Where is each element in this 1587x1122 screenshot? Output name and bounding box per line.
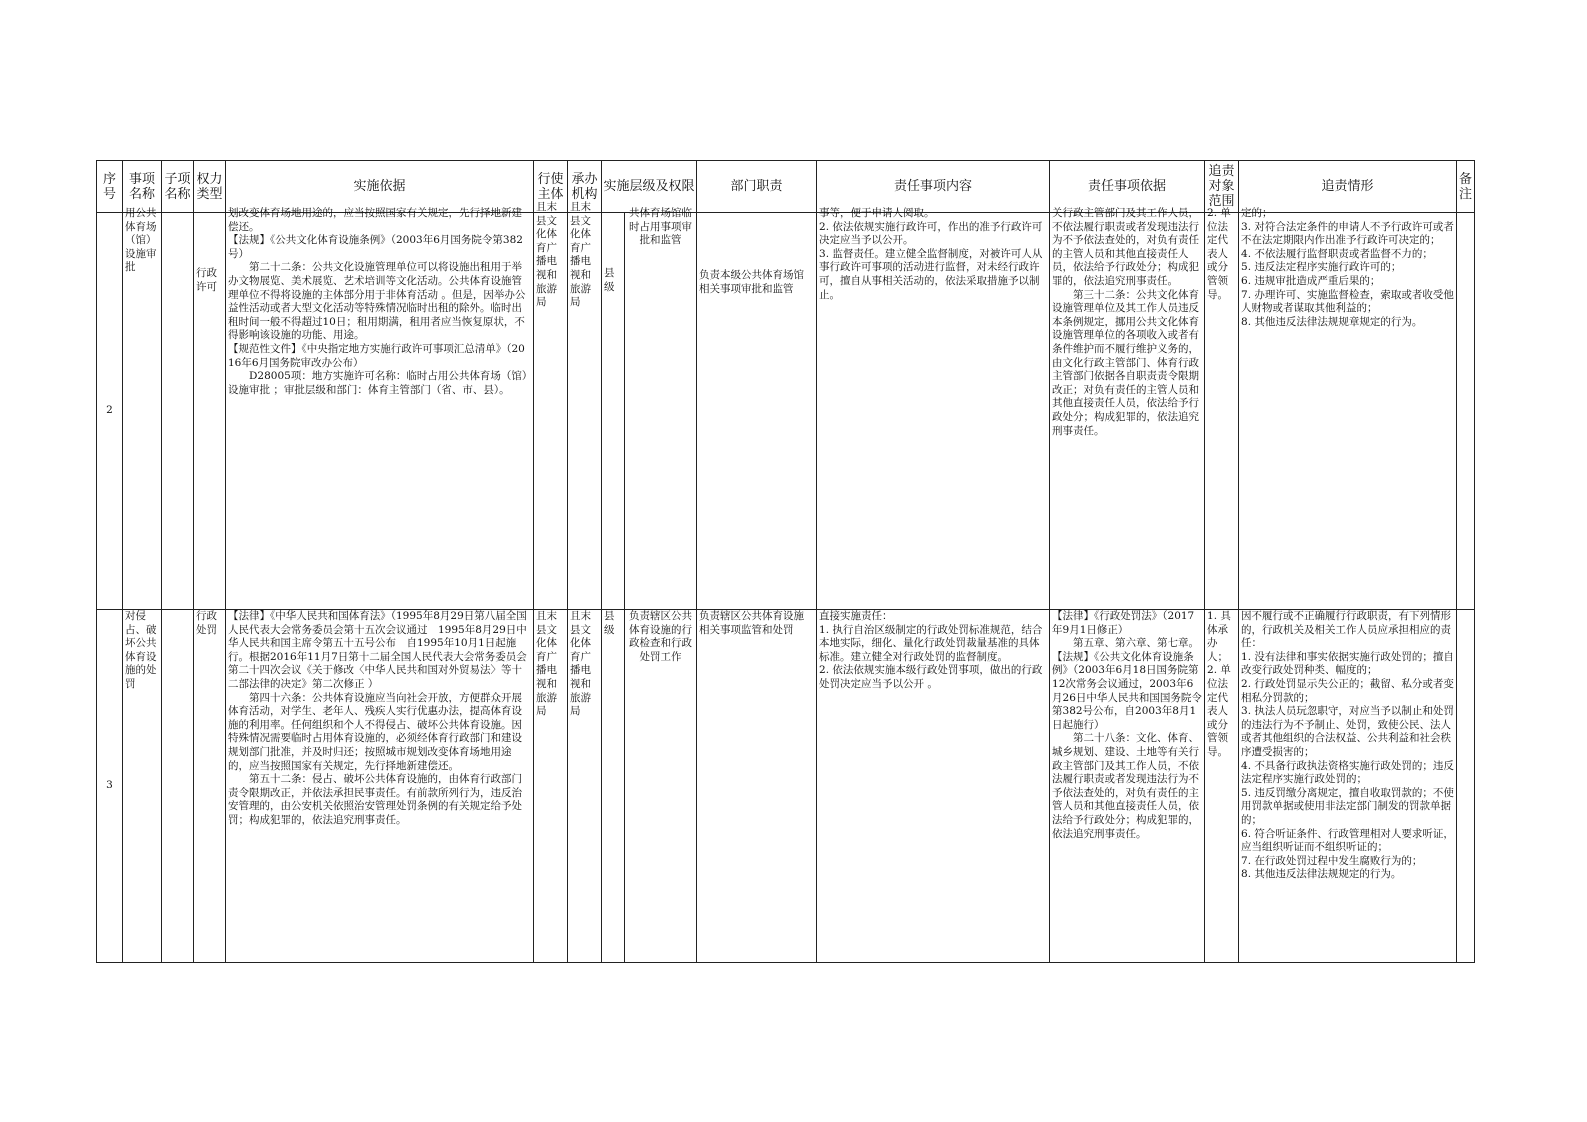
row2-sub-name [162, 213, 194, 610]
row2-acc-scope: 2. 单位法定代表人或分管领导。 [1207, 207, 1231, 301]
row3-power-type: 行政处罚 [194, 610, 226, 963]
row3-acc-scope: 1. 具体承办人； 2. 单位法定代表人或分管领导。 [1205, 610, 1239, 963]
header-basis: 实施依据 [226, 161, 534, 213]
row2-basis: 划改变体育场地用途的，应当按照国家有关规定，先行择地新建偿还。 【法规】《公共文化体育设施条例》（2003年6月国务院令第382号） 第二十二条：公共文化设施管理单位可以将设施出租用于举办文物展览、美术展览、艺术培训等文化活动。公共体育设施管理单位不得将设施的主体部分用于非体育活动 。但是，因举办公益性活动或者大型文化活动等特殊情况临时出租的除外。临时出租时间一般不得超过10日；租用期满，租用者应当恢复原状，不得影响该设施的功能、用途。 【规范性文件】《中央指定地方实施行政许可事项汇总清单》（2016年6月国务院审改办公布） D28005项：地方实施许可名称：临时占用公共体育场（馆）设施审批 ；审批层级和部门：体育主管部门（省、市、县）。 [228, 207, 528, 396]
row3-basis: 【法律】《中华人民共和国体育法》（1995年8月29日第八届全国人民代表大会常务委员会第十五次会议通过 1995年8月29日中华人民共和国主席令第五十五号公布 自1995年10月1日起施行。根据2016年11月7日第十二届全国人民代表大会常务委员会第二十四次会议《关于修改〈中华人民共和国对外贸易法〉等十二部法律的决定》第二次修正 ） 第四十六条：公共体育设施应当向社会开放，方便群众开展体育活动，对学生、老年人、残疾人实行优惠办法，提高体育设施的利用率。任何组织和个人不得侵占、破坏公共体育设施。因特殊情况需要临时占用体育设施的，必须经体育行政部门和建设规划部门批准，并及时归还；按照城市规划改变体育场地用途的，应当按照国家有关规定，先行择地新建偿还。 第五十二条：侵占、破坏公共体育设施的，由体育行政部门责令限期改正，并依法承担民事责任。有前款所列行为，违反治安管理的，由公安机关依照治安管理处罚条例的有关规定给予处罚；构成犯罪的，依法追究刑事责任。 [226, 610, 534, 963]
row3-org: 且末县文化体育广播电视和旅游局 [568, 610, 602, 963]
row3-acc-case: 因不履行或不正确履行行政职责，有下列情形的，行政机关及相关工作人员应承担相应的责任： 1. 没有法律和事实依据实施行政处罚的；擅自改变行政处罚种类、幅度的； 2. 行政处罚显示失公正的；截留、私分或者变相私分罚款的； 3. 执法人员玩忽职守，对应当予以制止和处罚的违法行为不予制止、处罚，致使公民、法人或者其他组织的合法权益、公共利益和社会秩序遭受损害的； 4. 不具备行政执法资格实施行政处罚的；违反法定程序实施行政处罚的； 5. 违反罚缴分离规定，擅自收取罚款的；不使用罚款单据或使用非法定部门制发的罚款单据的； 6. 符合听证条件、行政管理相对人要求听证，应当组织听证而不组织听证的； 7. 在行政处罚过程中发生腐败行为的； 8. 其他违反法律法规规定的行为。 [1239, 610, 1457, 963]
header-org: 承办机构 [568, 161, 602, 213]
row2-remark [1457, 213, 1475, 610]
row2-level-desc: 共体育场馆临时占用事项审批和监管 [629, 207, 692, 247]
header-acc-case: 追责情形 [1239, 161, 1457, 213]
row3-item-name: 对侵占、破坏公共体育设施的处罚 [123, 610, 162, 963]
row2-resp-basis: 关行政主管部门及其工作人员，不依法履行职责或者发现违法行为不予依法查处的，对负有责任的主管人员和其他直接责任人员，依法给予行政处分；构成犯罪的，依法追究刑事责任。 第三十二条：公共文化体育设施管理单位及其工作人员违反本条例规定，挪用公共文化体育设施管理单位的各项收入或者有条件维护而不履行维护义务的，由文化行政主管部门、体育行政主管部门依据各自职责责令限期改正；对负有责任的主管人员和其他直接责任人员，依法给予行政处分；构成犯罪的，依法追究刑事责任。 [1052, 207, 1200, 437]
row2-seq: 2 [97, 213, 123, 610]
header-item-name: 事项名称 [123, 161, 162, 213]
row3-seq: 3 [97, 610, 123, 963]
header-seq: 序号 [97, 161, 123, 213]
row3-resp-basis: 【法律】《行政处罚法》（2017年9月1日修正） 第五章、第六章、第七章。 【法规】《公共文化体育设施条例》（2003年6月18日国务院第12次常务会议通过，2003年6月26日中华人民共和国国务院令第382号公布，自2003年8月1日起施行） 第二十八条：文化、体育、城乡规划、建设、土地等有关行政主管部门及其工作人员，不依法履行职责或者发现违法行为不予依法查处的，对负有责任的主管人员和其他直接责任人员，依法给予行政处分；构成犯罪的，依法追究刑事责任。 [1050, 610, 1205, 963]
row3-level-desc: 负责辖区公共体育设施的行政检查和行政处罚工作 [625, 610, 697, 963]
header-sub-name: 子项名称 [162, 161, 194, 213]
row2-item-name: 用公共体育场（馆）设施审批 [125, 207, 157, 274]
header-row [97, 161, 1475, 213]
row2-level: 县级 [604, 267, 615, 293]
row2-org: 且末县文化体育广播电视和旅游局 [570, 201, 591, 309]
row3-resp-content: 直接实施责任： 1. 执行自治区级制定的行政处罚标准规范，结合本地实际，细化、量化行政处罚裁量基准的具体标准。建立健全对行政处罚的监督制度。 2. 依法依规实施本级行政处罚事项，做出的行政处罚决定应当予以公开 。 [817, 610, 1050, 963]
row2-subject: 且末县文化体育广播电视和旅游局 [536, 201, 557, 309]
row3-subject: 且末县文化体育广播电视和旅游局 [534, 610, 568, 963]
row3-level: 县级 [602, 610, 625, 963]
row3-remark [1457, 610, 1475, 963]
table-row [97, 213, 1475, 610]
header-subject: 行使主体 [534, 161, 568, 213]
header-dept-duty: 部门职责 [697, 161, 817, 213]
row2-resp-content: 事等，便于申请人阅取。 2. 依法依规实施行政许可，作出的准予行政许可决定应当予以公开。 3. 监督责任。建立健全监督制度，对被许可人从事行政许可事项的活动进行监督，对未经行政许可，擅自从事相关活动的，依法采取措施予以制止。 [819, 207, 1043, 301]
row2-acc-case: 定的； 3. 对符合法定条件的申请人不予行政许可或者不在法定期限内作出准予行政许可决定的； 4. 不依法履行监督职责或者监督不力的； 5. 违反法定程序实施行政许可的； 6. 违规审批造成严重后果的； 7. 办理许可、实施监督检查，索取或者收受他人财物或者谋取其他利益的； 8. 其他违反法律法规规章规定的行为。 [1241, 207, 1454, 328]
header-power-type: 权力类型 [194, 161, 226, 213]
header-remark: 备注 [1457, 161, 1475, 213]
row3-sub-name [162, 610, 194, 963]
table-row [97, 610, 1475, 963]
responsibility-table [96, 160, 1475, 963]
header-acc-scope: 追责对象范围 [1205, 161, 1239, 213]
header-level: 实施层级及权限 [602, 161, 697, 213]
header-resp-basis: 责任事项依据 [1050, 161, 1205, 213]
row2-dept-duty: 负责本级公共体育场馆相关事项审批和监管 [699, 269, 805, 295]
row2-power-type: 行政许可 [196, 267, 217, 293]
header-resp-content: 责任事项内容 [817, 161, 1050, 213]
row3-dept-duty: 负责辖区公共体育设施相关事项监管和处罚 [697, 610, 817, 963]
